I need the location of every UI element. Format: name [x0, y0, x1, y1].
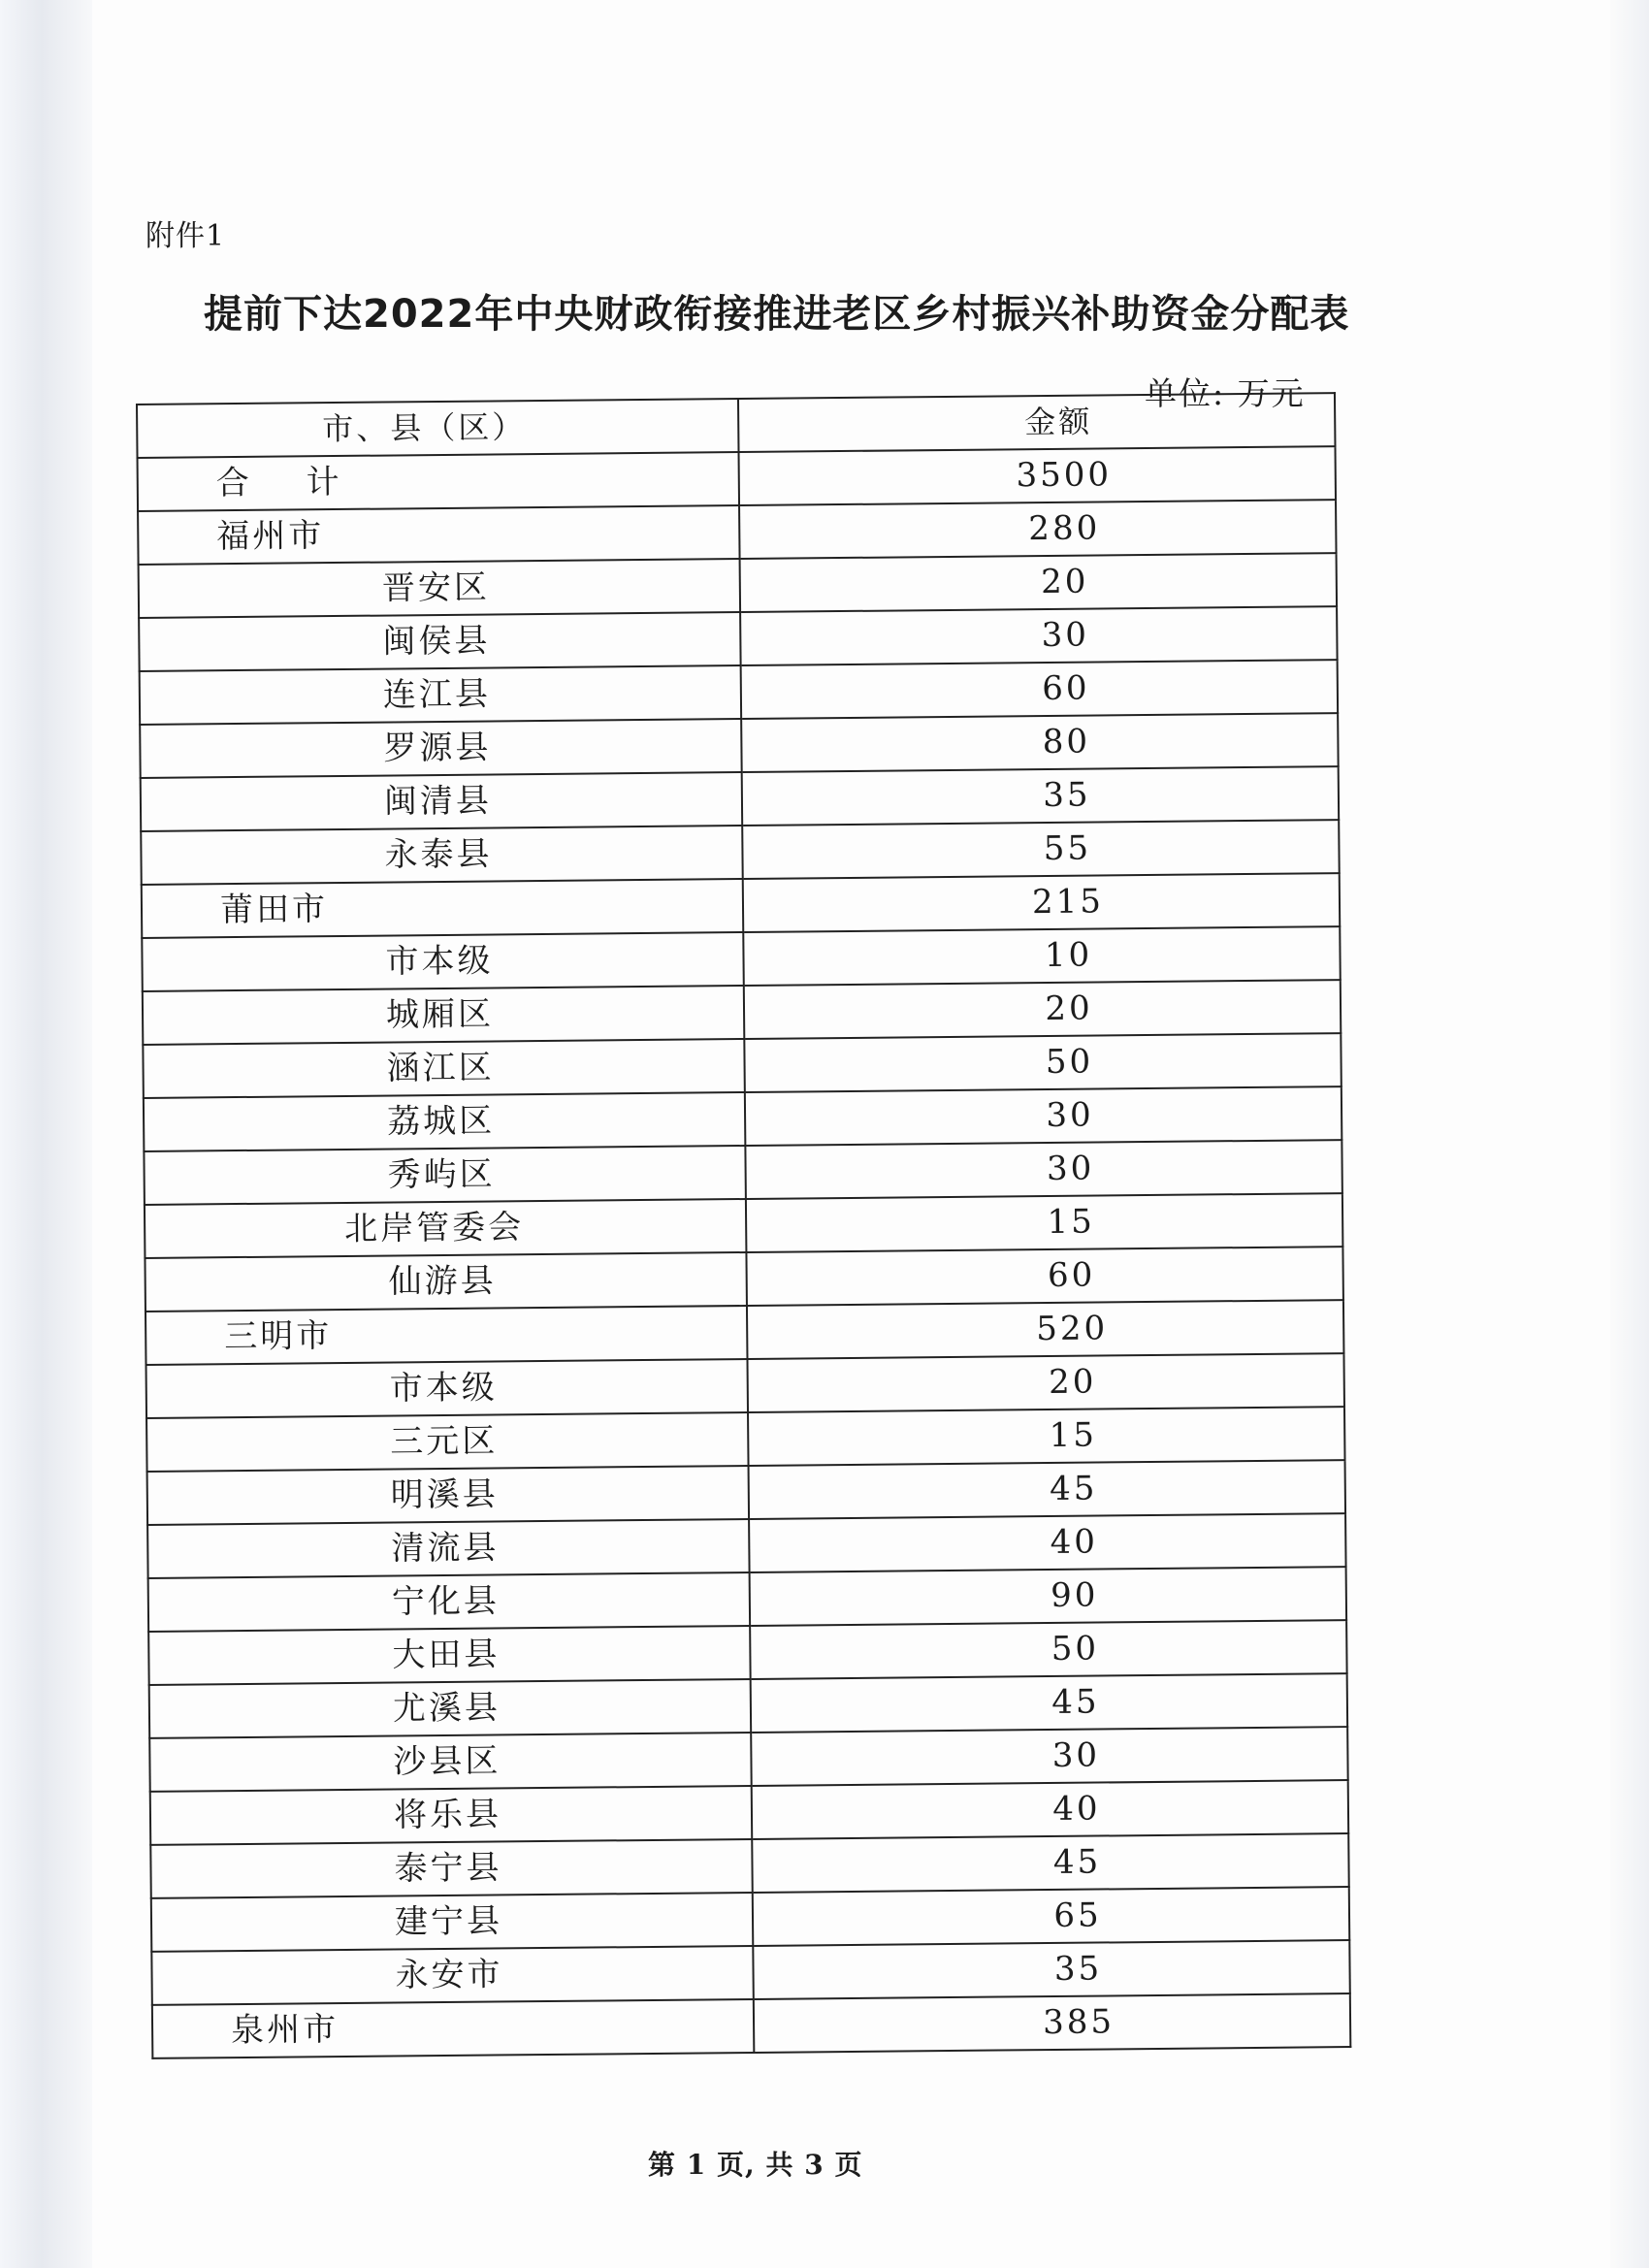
- region-name-cell: 永安市: [151, 1946, 753, 2005]
- amount-cell: 90: [750, 1567, 1346, 1626]
- region-name-cell: 莆田市: [142, 879, 743, 938]
- amount-cell: 280: [739, 500, 1336, 559]
- document-title: 提前下达2022年中央财政衔接推进老区乡村振兴补助资金分配表: [204, 292, 1350, 337]
- amount-cell: 40: [749, 1513, 1345, 1572]
- amount-cell: 55: [742, 820, 1339, 879]
- amount-cell: 10: [743, 926, 1340, 986]
- header-region: 市、县（区）: [137, 399, 738, 458]
- amount-cell: 30: [745, 1140, 1342, 1199]
- region-name-cell: 城厢区: [143, 986, 744, 1045]
- attachment-label: 附件1: [146, 219, 226, 253]
- region-name-cell: 北岸管委会: [145, 1199, 746, 1258]
- region-name-cell: 涵江区: [143, 1039, 744, 1098]
- amount-cell: 385: [754, 1993, 1350, 2053]
- region-name-cell: 清流县: [147, 1519, 749, 1578]
- page-footer: 第 1 页, 共 3 页: [648, 2149, 863, 2181]
- region-name-cell: 泰宁县: [150, 1839, 752, 1898]
- region-name-cell: 仙游县: [145, 1252, 746, 1312]
- region-name-cell: 市本级: [146, 1359, 748, 1418]
- amount-cell: 40: [752, 1780, 1348, 1839]
- allocation-table: [136, 392, 1351, 2059]
- amount-cell: 45: [751, 1673, 1347, 1733]
- amount-cell: 50: [744, 1033, 1341, 1092]
- amount-cell: 50: [750, 1620, 1346, 1679]
- region-name-cell: 连江县: [140, 665, 741, 725]
- region-name-cell: 罗源县: [140, 719, 741, 778]
- page-edge-shadow-right: [1610, 0, 1649, 2268]
- table-row: [152, 1993, 1350, 2058]
- amount-cell: 30: [745, 1086, 1342, 1146]
- region-name-cell: 荔城区: [144, 1092, 745, 1151]
- unit-label: 单位: 万元: [1145, 374, 1306, 412]
- amount-cell: 520: [747, 1300, 1343, 1359]
- region-name-cell: 福州市: [138, 505, 739, 565]
- page-edge-shadow-left: [0, 0, 92, 2268]
- region-name-cell: 合 计: [138, 452, 739, 511]
- region-name-cell: 沙县区: [149, 1733, 751, 1792]
- region-name-cell: 晋安区: [139, 559, 740, 618]
- amount-cell: 20: [740, 553, 1337, 612]
- region-name-cell: 明溪县: [147, 1466, 749, 1525]
- amount-cell: 20: [747, 1353, 1343, 1412]
- region-name-cell: 尤溪县: [149, 1679, 751, 1738]
- region-name-cell: 秀屿区: [144, 1146, 745, 1205]
- amount-cell: 45: [749, 1460, 1345, 1519]
- header-amount: 金额: [738, 393, 1335, 452]
- amount-cell: 35: [753, 1940, 1349, 1999]
- region-name-cell: 永泰县: [141, 826, 742, 885]
- region-name-cell: 市本级: [142, 932, 743, 991]
- amount-cell: 60: [746, 1247, 1342, 1306]
- region-name-cell: 大田县: [148, 1626, 750, 1685]
- region-name-cell: 三元区: [146, 1412, 748, 1472]
- region-name-cell: 闽清县: [141, 772, 742, 831]
- amount-cell: 65: [753, 1887, 1349, 1946]
- amount-cell: 35: [742, 766, 1339, 826]
- region-name-cell: 宁化县: [148, 1572, 750, 1632]
- amount-cell: 15: [748, 1407, 1344, 1466]
- amount-cell: 60: [741, 660, 1338, 719]
- amount-cell: 20: [744, 980, 1341, 1039]
- amount-cell: 3500: [739, 446, 1336, 505]
- amount-cell: 215: [743, 873, 1340, 932]
- amount-cell: 80: [741, 713, 1338, 772]
- region-name-cell: 闽侯县: [139, 612, 740, 671]
- amount-cell: 45: [752, 1833, 1348, 1893]
- region-name-cell: 三明市: [146, 1306, 747, 1365]
- table-body: [138, 446, 1351, 2058]
- amount-cell: 30: [740, 606, 1337, 665]
- amount-cell: 15: [746, 1193, 1342, 1252]
- region-name-cell: 泉州市: [152, 1999, 754, 2058]
- region-name-cell: 建宁县: [151, 1893, 753, 1952]
- amount-cell: 30: [751, 1727, 1347, 1786]
- region-name-cell: 将乐县: [150, 1786, 752, 1845]
